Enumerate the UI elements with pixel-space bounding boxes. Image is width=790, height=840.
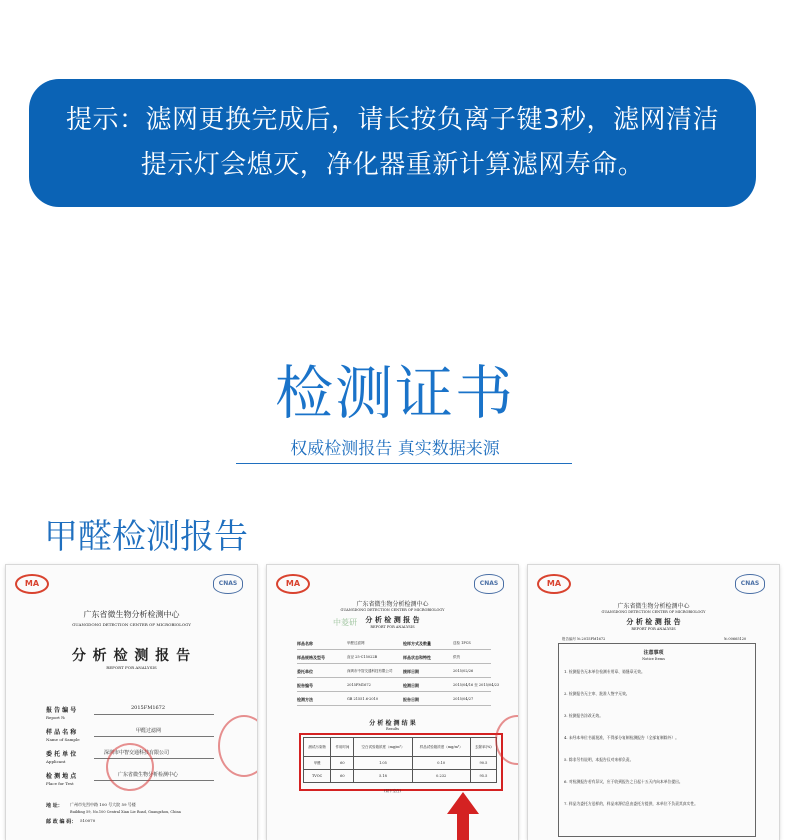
- field-label: 样品名称: [297, 641, 313, 646]
- cma-logo: MA: [537, 574, 571, 594]
- notice-title-en: Notice Items: [642, 657, 665, 661]
- report-cover-image: [6, 565, 257, 840]
- results-cell: 0.232: [412, 770, 470, 783]
- field-label: 样 品 名 称: [46, 729, 77, 736]
- field-label: 委 托 单 位: [46, 751, 77, 758]
- notice-item: 6. 对检测报告若有异议，应于收到报告之日起十五天内向本单位提出。: [564, 779, 683, 784]
- field-value: GB 21551.6-2010: [347, 697, 379, 701]
- report-notice-image: [528, 565, 779, 840]
- field-label: 报告日期: [403, 697, 419, 702]
- results-header: 空白试验箱浓度（mg/m³）: [354, 738, 412, 757]
- report-title-en: REPORT FOR ANALYSIS: [370, 625, 415, 629]
- results-title-en: Results: [385, 727, 400, 731]
- results-title: 分 析 检 测 结 果: [369, 720, 416, 727]
- results-cell: 甲醛: [304, 757, 331, 770]
- results-cell: 60: [331, 770, 354, 783]
- cnas-logo: CNAS: [735, 574, 765, 594]
- results-header: 去除率(%): [470, 738, 496, 757]
- notice-title: 注意事项: [643, 650, 664, 656]
- center-name: 广东省微生物分析检测中心: [356, 601, 429, 608]
- notice-item: 3. 检测报告涂改无效。: [564, 713, 604, 718]
- field-underline: [94, 736, 214, 737]
- cma-logo: MA: [276, 574, 310, 594]
- official-stamp: [218, 715, 257, 777]
- official-stamp: [106, 743, 154, 791]
- notice-item: 5. 除非另有说明，本报告仅对来样负责。: [564, 757, 634, 762]
- cnas-logo: CNAS: [474, 574, 504, 594]
- certificate-title: 检测证书: [274, 359, 515, 427]
- report-results-image: [267, 565, 518, 840]
- report-number: 报告编号 №.2015FM1672: [562, 637, 606, 641]
- certificate-divider: [236, 463, 572, 464]
- notice-item: 7. 样品为委托方送样的，样品来源信息由委托方提供，本单位不负责其真实性。: [564, 801, 698, 806]
- field-value: 深圳市中智交通科技有限公司: [104, 750, 170, 756]
- address: 广州市先烈中路 100 号大院 59 号楼: [70, 802, 136, 807]
- report-title-en: REPORT FOR ANALYSIS: [631, 627, 676, 631]
- field-label: 样品规格及型号: [297, 655, 325, 660]
- address-label: 地 址：: [46, 803, 63, 809]
- field-label: 委托单位: [297, 669, 313, 674]
- tip-banner: [29, 79, 756, 207]
- notice-item: 1. 检测报告无本单位检测专用章、骑缝章无效。: [564, 669, 645, 674]
- results-cell: 95.5: [470, 770, 496, 783]
- field-label-en: Report №: [46, 715, 65, 720]
- report-title: 分 析 检 测 报 告: [626, 617, 681, 626]
- postcode-label: 邮 政 编 码：: [46, 819, 77, 825]
- field-value: 2015FM1672: [347, 683, 371, 687]
- field-value: 2015/04/16 至 2015/04/23: [453, 683, 500, 687]
- field-label: 接样日期: [403, 669, 419, 674]
- certificate-subtitle: 权威检测报告 真实数据来源: [290, 439, 500, 459]
- field-label-en: Name of Sample: [46, 737, 80, 742]
- center-name-en: GUANGDONG DETECTION CENTER OF MICROBIOLOGY: [72, 622, 191, 627]
- report-title: 分 析 检 测 报 告: [365, 615, 420, 624]
- results-cell: 60: [331, 757, 354, 770]
- results-cell: 0.10: [412, 757, 470, 770]
- field-value: 广东省微生物分析检测中心: [118, 772, 179, 778]
- field-label: 检 测 地 点: [46, 773, 77, 780]
- field-value: 2015FM1672: [131, 705, 166, 711]
- section-heading: 甲醛检测报告: [44, 517, 248, 557]
- field-label: 报 告 编 号: [46, 707, 77, 714]
- field-value: 2015/02/26: [453, 669, 474, 673]
- field-label-en: Applicant: [46, 759, 66, 764]
- watermark: 中菱研: [333, 618, 357, 627]
- tip-line-1: 提示：滤网更换完成后，请长按负离子键3秒，滤网清洁: [65, 105, 720, 135]
- center-name-en: GUANGDONG DETECTION CENTER OF MICROBIOLOGY: [601, 610, 706, 614]
- center-name-en: GUANGDONG DETECTION CENTER OF MICROBIOLOGY: [340, 608, 445, 612]
- field-label: 检测日期: [403, 683, 419, 688]
- cma-logo: MA: [15, 574, 49, 594]
- field-label: 样品状态和特性: [403, 655, 431, 660]
- center-name: 广东省微生物分析检测中心: [617, 603, 690, 610]
- report-title-en: REPORT FOR ANALYSIS: [106, 665, 157, 670]
- field-value: 送检 1PCS: [453, 641, 471, 645]
- results-header: 作用时间: [331, 738, 354, 757]
- page-number: №.00665120: [724, 637, 747, 641]
- notice-item: 2. 检测报告无主审、批准人签字无效。: [564, 691, 630, 696]
- results-cell: 1.05: [354, 757, 412, 770]
- cnas-logo: CNAS: [213, 574, 243, 594]
- field-label: 报告编号: [297, 683, 313, 688]
- address-en: Building 59, No.100 Central Xian Lie Road, Guangzhou, China: [70, 810, 181, 814]
- results-footer: (以下空白): [384, 789, 401, 793]
- center-name: 广东省微生物分析检测中心: [83, 610, 180, 619]
- tip-line-2: 提示灯会熄灭，净化器重新计算滤网寿命。: [140, 150, 645, 180]
- field-label-en: Place for Test: [46, 781, 74, 786]
- highlight-arrow-icon: [267, 565, 518, 840]
- notice-item: 4. 未经本单位书面批准，不得部分复制检测报告（全部复制除外）。: [564, 735, 679, 740]
- field-label: 检样方式及数量: [403, 641, 431, 646]
- field-underline: [94, 714, 214, 715]
- results-cell: 90.5: [470, 757, 496, 770]
- field-label: 检测方法: [297, 697, 313, 702]
- field-value: 供货: [453, 655, 460, 659]
- field-value: 2015/04/27: [453, 697, 474, 701]
- field-value: 直径 25-C15022B: [347, 655, 378, 659]
- field-value: 深圳市中智交通科技有限公司: [347, 669, 393, 673]
- field-value: 甲醛过滤网: [136, 728, 162, 734]
- results-header: 测试污染物: [304, 738, 331, 757]
- report-title: 分 析 检 测 报 告: [71, 648, 192, 664]
- results-cell: TVOC: [304, 770, 331, 783]
- postcode: 510070: [80, 818, 96, 823]
- results-header: 样品试验箱浓度（mg/m³）: [412, 738, 470, 757]
- results-cell: 5.18: [354, 770, 412, 783]
- field-value: 甲醛过滤网: [347, 641, 365, 645]
